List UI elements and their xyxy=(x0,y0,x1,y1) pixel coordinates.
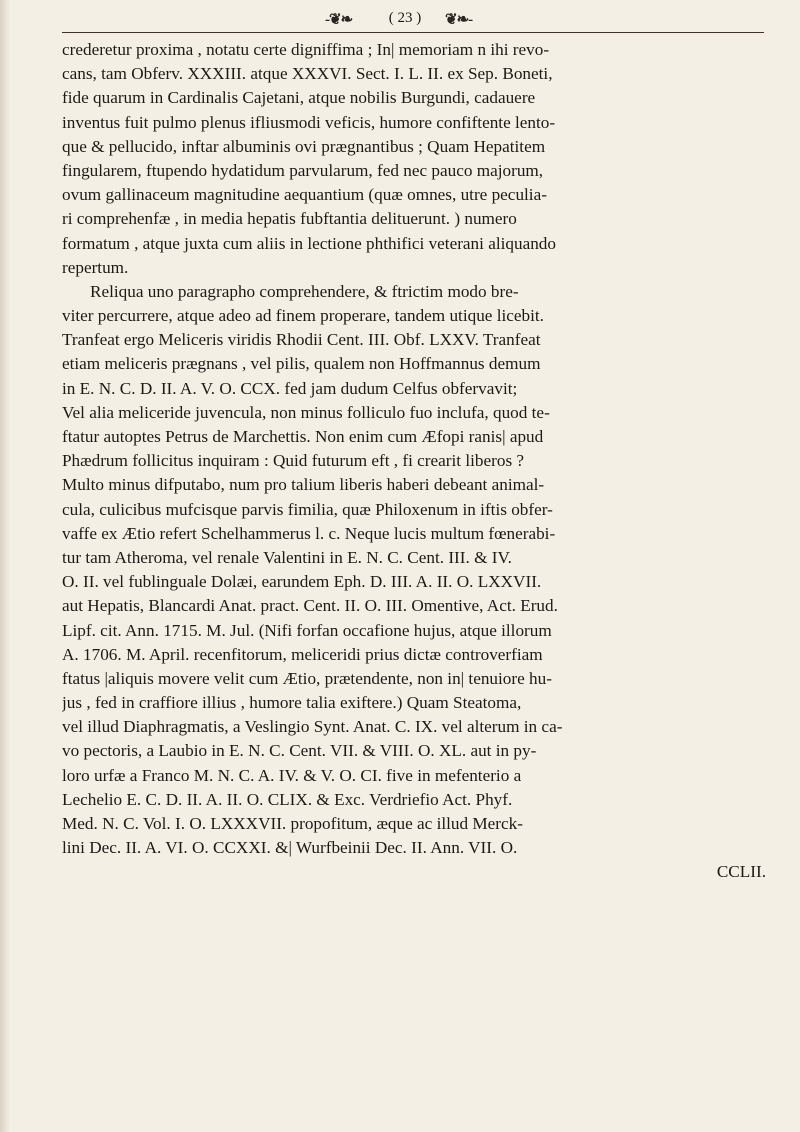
text-line: viter percurrere, atque adeo ad finem properare, tandem utique licebit. xyxy=(62,306,544,326)
header-ornament-left: -❦❧ xyxy=(325,12,353,28)
text-line: ri comprehenfæ , in media hepatis fubftantia delituerunt. ) numero xyxy=(62,209,517,229)
text-line: fide quarum in Cardinalis Cajetani, atque nobilis Burgundi, cadauere xyxy=(62,88,536,108)
text-line: jus , fed in craffiore illius , humore talia exiftere.) Quam Steatoma, xyxy=(62,693,522,713)
text-line: Vel alia meliceride juvencula, non minus folliculo fuo inclufa, quod te- xyxy=(62,402,550,422)
text-line: repertum. xyxy=(62,257,129,277)
text-line: loro urfæ a Franco M. N. C. A. IV. & V. O. CI. five in mefenterio a xyxy=(62,765,522,785)
page-gutter-shadow xyxy=(0,0,10,1132)
header-rule xyxy=(62,32,764,33)
text-line: tur tam Atheroma, vel renale Valentini in E. N. C. Cent. III. & IV. xyxy=(62,547,512,567)
text-line: lini Dec. II. A. VI. O. CCXXI. &| Wurfbeinii Dec. II. Ann. VII. O. xyxy=(62,838,518,858)
text-line: inventus fuit pulmo plenus ifliusmodi veficis, humore confiftente lento- xyxy=(62,112,556,132)
text-line: Phædrum follicitus inquiram : Quid futurum eft , fi crearit liberos ? xyxy=(62,451,525,471)
text-line: cula, culicibus mufcisque parvis fimilia, quæ Philoxenum in iftis obfer- xyxy=(62,499,553,519)
text-line: crederetur proxima , notatu certe digniffima ; In| memoriam n ihi revo- xyxy=(62,40,550,59)
text-line: Med. N. C. Vol. I. O. LXXXVII. propofitum, æque ac illud Merck- xyxy=(62,814,523,833)
text-line: ftatur autoptes Petrus de Marchettis. Non enim cum Æfopi ranis| apud xyxy=(62,427,544,446)
paragraph-start-line: Reliqua uno paragrapho comprehendere, & ftrictim modo bre- xyxy=(90,281,519,301)
page-header xyxy=(0,10,800,32)
last-line: CCLII. xyxy=(716,862,766,882)
text-line: Multo minus difputabo, num pro talium liberis haberi debeant animal- xyxy=(62,475,545,495)
text-line: in E. N. C. D. II. A. V. O. CCX. fed jam dudum Celfus obfervavit; xyxy=(62,378,518,398)
text-line: ftatus |aliquis movere velit cum Ætio, prætendente, non in| tenuiore hu- xyxy=(62,668,552,688)
body-text xyxy=(62,38,772,885)
text-line: etiam meliceris prægnans , vel pilis, qualem non Hoffmannus demum xyxy=(62,354,541,374)
text-line: fingularem, ftupendo hydatidum parvularum, fed nec pauco majorum, xyxy=(62,160,544,180)
text-line: Lechelio E. C. D. II. A. II. O. CLIX. & Exc. Verdriefio Act. Phyf. xyxy=(62,789,513,809)
header-ornament-right: ❦❧- xyxy=(445,12,473,28)
text-line: vaffe ex Ætio refert Schelhammerus l. c. Neque lucis multum fœnerabi- xyxy=(62,523,556,543)
text-line: Tranfeat ergo Meliceris viridis Rhodii Cent. III. Obf. LXXV. Tranfeat xyxy=(62,330,541,350)
text-line: vo pectoris, a Laubio in E. N. C. Cent. VII. & VIII. O. XL. aut in py- xyxy=(62,741,537,761)
text-line: aut Hepatis, Blancardi Anat. pract. Cent. II. O. III. Omentive, Act. Erud. xyxy=(62,596,558,616)
page-number: ( 23 ) xyxy=(388,10,422,26)
text-line: formatum , atque juxta cum aliis in lectione phthifici veterani aliquando xyxy=(62,233,556,253)
text-line: vel illud Diaphragmatis, a Veslingio Synt. Anat. C. IX. vel alterum in ca- xyxy=(62,717,563,737)
text-line: Lipf. cit. Ann. 1715. M. Jul. (Nifi forfan occafione hujus, atque illorum xyxy=(62,620,552,640)
text-line: que & pellucido, inftar albuminis ovi prægnantibus ; Quam Hepatitem xyxy=(62,136,546,156)
text-line: A. 1706. M. April. recenfitorum, meliceridi prius dictæ controverfiam xyxy=(62,644,543,664)
text-line: O. II. vel fublinguale Dolæi, earundem Eph. D. III. A. II. O. LXXVII. xyxy=(62,572,542,592)
text-line: ovum gallinaceum magnitudine aequantium (quæ omnes, utre peculia- xyxy=(62,185,547,205)
text-line: cans, tam Obferv. XXXIII. atque XXXVI. Sect. I. L. II. ex Sep. Boneti, xyxy=(62,64,553,84)
